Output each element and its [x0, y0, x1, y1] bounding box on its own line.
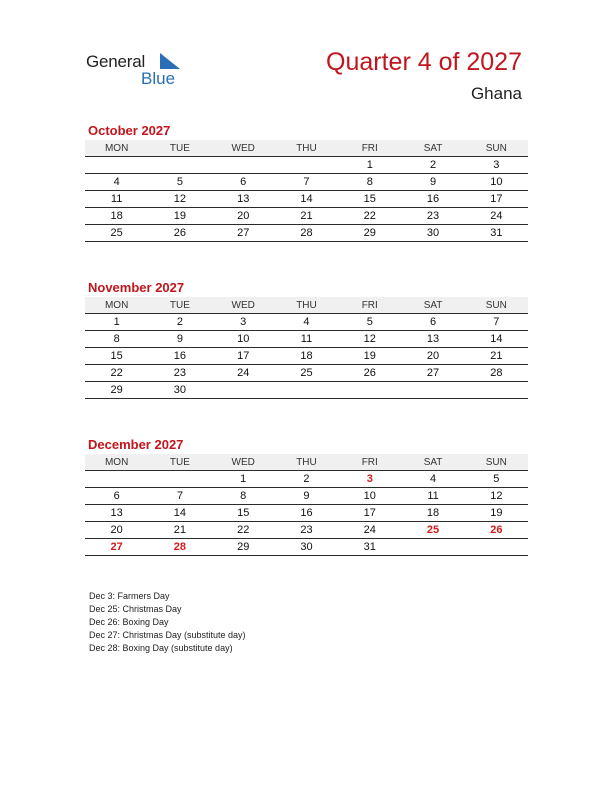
day-cell: 28 [490, 367, 503, 379]
page-title: Quarter 4 of 2027 [326, 48, 522, 76]
day-cell: 20 [237, 210, 250, 222]
day-cell: 9 [176, 333, 183, 345]
day-cell: 22 [363, 210, 376, 222]
day-cell: 6 [429, 316, 437, 328]
day-cell: 16 [426, 193, 440, 205]
day-cell: 26 [363, 367, 376, 379]
day-cell: 21 [173, 524, 187, 536]
weekday-header-cell: MON [104, 456, 129, 468]
day-cell: 14 [300, 193, 313, 205]
week-row [85, 314, 528, 331]
holiday-day-cell: 28 [173, 541, 187, 553]
day-cell: 30 [426, 227, 440, 239]
holiday-note: Dec 3: Farmers Day [89, 591, 170, 601]
month-title: November 2027 [88, 280, 185, 295]
day-cell: 12 [363, 333, 376, 345]
day-cell: 29 [237, 541, 250, 553]
week-row [85, 522, 528, 539]
day-cell: 2 [303, 473, 310, 485]
day-cell: 2 [176, 316, 183, 328]
weekday-header-cell: WED [231, 142, 255, 154]
day-cell: 25 [300, 367, 313, 379]
day-cell: 17 [363, 507, 376, 519]
day-cell: 11 [427, 490, 439, 502]
weekday-header-cell: THU [296, 142, 317, 154]
week-row [85, 471, 528, 488]
logo-text-general: General [86, 52, 146, 71]
month-november [85, 279, 528, 399]
day-cell: 31 [363, 541, 376, 553]
weekday-header-cell: TUE [169, 142, 190, 154]
country-name: Ghana [470, 84, 522, 103]
day-cell: 10 [237, 333, 250, 345]
day-cell: 15 [110, 350, 123, 362]
week-row [85, 539, 528, 556]
day-cell: 27 [237, 227, 250, 239]
day-cell: 17 [237, 350, 250, 362]
day-cell: 7 [303, 176, 310, 188]
day-cell: 1 [366, 159, 373, 171]
day-cell: 5 [366, 316, 373, 328]
weekday-header [85, 454, 528, 470]
weekday-header-cell: TUE [169, 299, 190, 311]
week-row [85, 191, 528, 208]
week-row [85, 208, 528, 225]
week-row [85, 382, 528, 399]
holiday-note: Dec 28: Boxing Day (substitute day) [89, 643, 233, 653]
day-cell: 22 [110, 367, 123, 379]
holiday-day-cell: 3 [366, 473, 373, 485]
weekday-header [85, 140, 528, 156]
day-cell: 18 [110, 210, 123, 222]
weekday-header-cell: THU [296, 456, 317, 468]
day-cell: 6 [240, 176, 247, 188]
day-cell: 14 [490, 333, 503, 345]
week-row [85, 331, 528, 348]
week-list [85, 470, 528, 556]
day-cell: 27 [426, 367, 440, 379]
day-cell: 1 [240, 473, 247, 485]
day-cell: 4 [113, 176, 120, 188]
weekday-header-cell: SAT [423, 456, 443, 468]
day-cell: 21 [490, 350, 503, 362]
day-cell: 13 [237, 193, 250, 205]
day-cell: 24 [363, 524, 376, 536]
week-list [85, 156, 528, 242]
day-cell: 10 [363, 490, 376, 502]
day-cell: 11 [110, 193, 123, 205]
day-cell: 24 [490, 210, 503, 222]
holiday-day-cell: 26 [490, 524, 503, 536]
logo-text-blue: Blue [141, 69, 176, 88]
day-cell: 18 [426, 507, 440, 519]
holiday-notes [89, 590, 246, 655]
day-cell: 8 [113, 333, 120, 345]
day-cell: 18 [300, 350, 313, 362]
day-cell: 12 [490, 490, 503, 502]
day-cell: 13 [426, 333, 440, 345]
day-cell: 9 [429, 176, 437, 188]
weekday-header [85, 297, 528, 313]
month-december [85, 436, 528, 556]
day-cell: 16 [173, 350, 187, 362]
day-cell: 7 [176, 490, 183, 502]
day-cell: 26 [173, 227, 187, 239]
day-cell: 7 [493, 316, 500, 328]
month-october [85, 122, 528, 242]
day-cell: 3 [240, 316, 247, 328]
day-cell: 6 [113, 490, 120, 502]
weekday-header-cell: WED [231, 299, 255, 311]
day-cell: 19 [363, 350, 376, 362]
weekday-header-cell: SAT [423, 142, 443, 154]
weekday-header-cell: SUN [485, 142, 507, 154]
week-list [85, 313, 528, 399]
day-cell: 8 [240, 490, 247, 502]
day-cell: 20 [426, 350, 440, 362]
weekday-header-cell: FRI [361, 299, 378, 311]
logo-triangle-icon [160, 53, 182, 69]
day-cell: 23 [173, 367, 187, 379]
day-cell: 30 [300, 541, 313, 553]
day-cell: 16 [300, 507, 313, 519]
day-cell: 19 [173, 210, 187, 222]
day-cell: 4 [429, 473, 437, 485]
day-cell: 15 [237, 507, 250, 519]
day-cell: 5 [493, 473, 500, 485]
day-cell: 24 [237, 367, 250, 379]
day-cell: 29 [110, 384, 123, 396]
month-title: October 2027 [88, 123, 171, 138]
holiday-note: Dec 25: Christmas Day [89, 604, 182, 614]
weekday-header-cell: MON [104, 299, 129, 311]
day-cell: 3 [493, 159, 500, 171]
day-cell: 23 [300, 524, 313, 536]
weekday-header-cell: FRI [361, 456, 378, 468]
day-cell: 4 [303, 316, 310, 328]
month-title: December 2027 [88, 437, 184, 452]
weekday-header-cell: MON [104, 142, 129, 154]
day-cell: 9 [303, 490, 310, 502]
weekday-header-cell: TUE [169, 456, 190, 468]
day-cell: 11 [300, 333, 313, 345]
weekday-header-cell: SUN [485, 299, 507, 311]
week-row [85, 365, 528, 382]
week-row [85, 174, 528, 191]
holiday-note: Dec 27: Christmas Day (substitute day) [89, 630, 246, 640]
weekday-header-cell: WED [231, 456, 255, 468]
week-row [85, 348, 528, 365]
weekday-header-cell: FRI [361, 142, 378, 154]
day-cell: 14 [173, 507, 187, 519]
week-row [85, 488, 528, 505]
day-cell: 22 [237, 524, 250, 536]
weekday-header-cell: THU [296, 299, 317, 311]
day-cell: 31 [490, 227, 503, 239]
holiday-note: Dec 26: Boxing Day [89, 617, 169, 627]
day-cell: 5 [176, 176, 183, 188]
holiday-day-cell: 27 [110, 541, 123, 553]
generalblue-logo [86, 52, 186, 92]
week-row [85, 157, 528, 174]
day-cell: 1 [113, 316, 120, 328]
day-cell: 17 [490, 193, 503, 205]
day-cell: 28 [300, 227, 313, 239]
day-cell: 20 [110, 524, 123, 536]
day-cell: 25 [110, 227, 123, 239]
weekday-header-cell: SUN [485, 456, 507, 468]
day-cell: 30 [173, 384, 187, 396]
day-cell: 21 [300, 210, 313, 222]
day-cell: 12 [173, 193, 187, 205]
day-cell: 23 [426, 210, 440, 222]
day-cell: 13 [110, 507, 123, 519]
week-row [85, 225, 528, 242]
day-cell: 29 [363, 227, 376, 239]
day-cell: 8 [366, 176, 373, 188]
day-cell: 10 [490, 176, 503, 188]
week-row [85, 505, 528, 522]
day-cell: 2 [429, 159, 437, 171]
weekday-header-cell: SAT [423, 299, 443, 311]
holiday-day-cell: 25 [426, 524, 440, 536]
day-cell: 19 [490, 507, 503, 519]
day-cell: 15 [363, 193, 376, 205]
